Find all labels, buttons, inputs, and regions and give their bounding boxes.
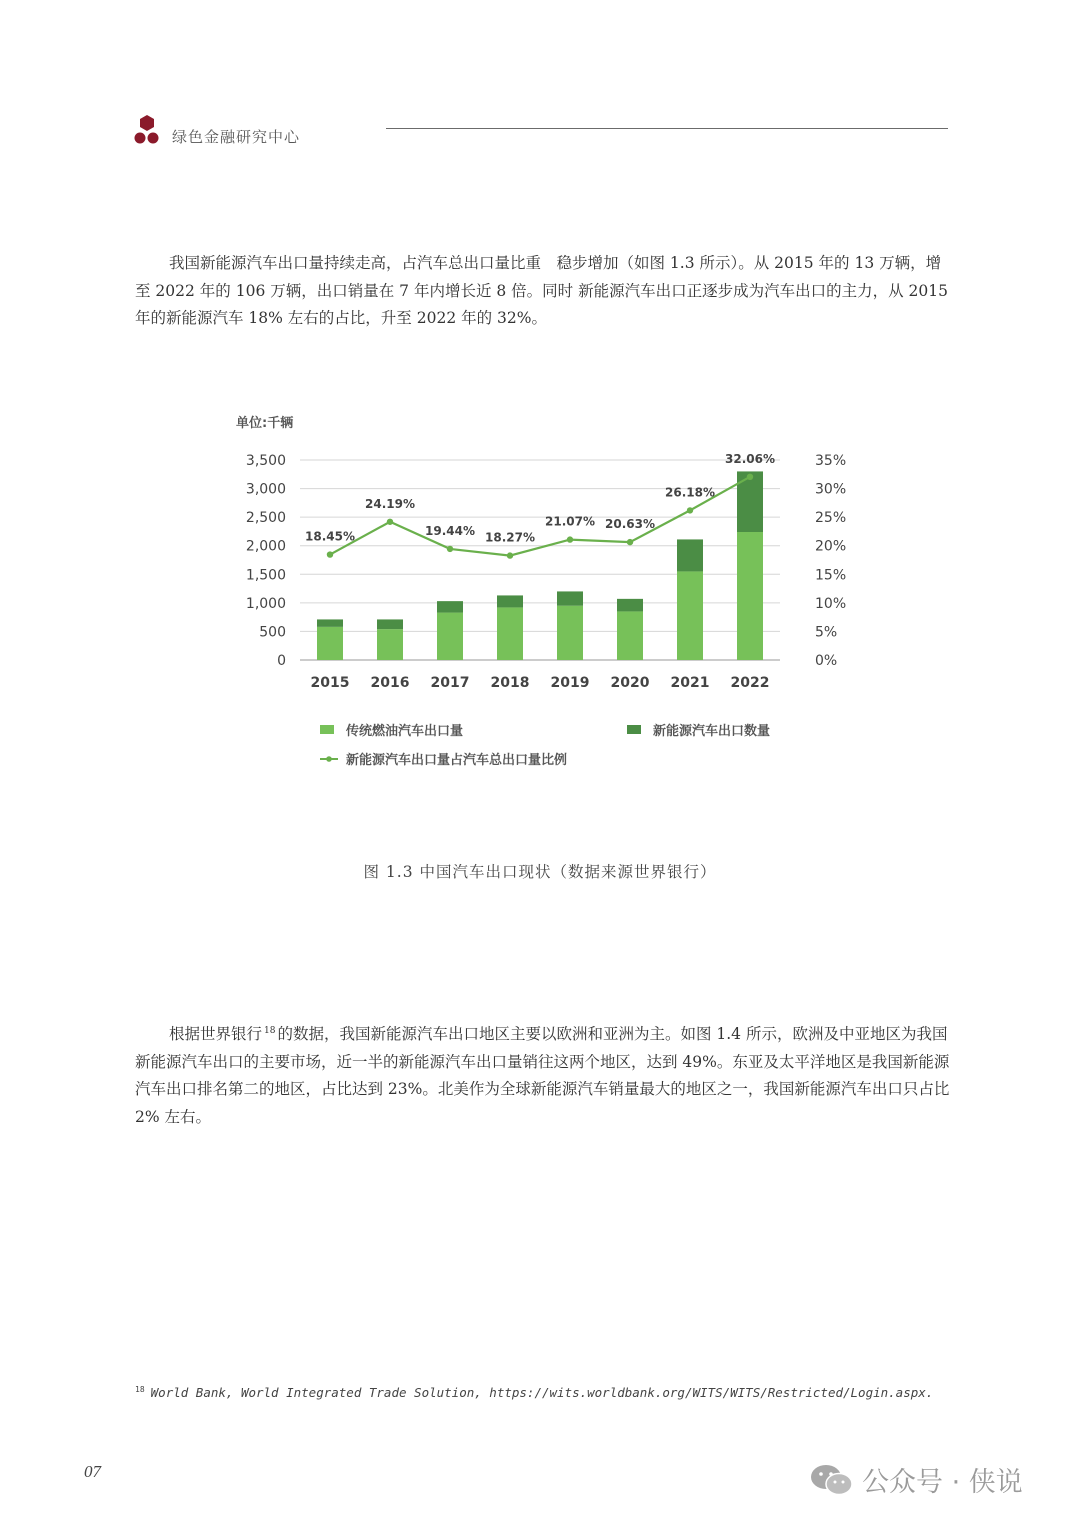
right-tick-label: 35% bbox=[815, 453, 847, 469]
legend-label-nev: 新能源汽车出口数量 bbox=[653, 724, 771, 739]
share-point bbox=[747, 474, 753, 480]
region-paragraph-text: 的数据，我国新能源汽车出口地区主要以欧洲和亚洲为主。如图 1.4 所示，欧洲及中亚地区为我国新能源汽车出口的主要市场，近一半的新能源汽车出口量销往这两个地区，达到 49%。东亚及太平洋地区是我国新能源汽车出口排名第二的地区，占比达到 23%。北美作为全球新能源汽车销量最大的地区之一，我国新能源汽车出口只占比 2% 左右。 bbox=[135, 1025, 950, 1126]
left-tick-label: 2,500 bbox=[245, 510, 286, 527]
legend-label-ice: 传统燃油汽车出口量 bbox=[346, 724, 464, 739]
right-tick-label: 0% bbox=[815, 653, 838, 669]
header-divider bbox=[386, 128, 948, 129]
share-point bbox=[627, 539, 633, 545]
right-tick-label: 5% bbox=[815, 624, 838, 641]
right-tick-label: 25% bbox=[815, 510, 847, 527]
center-logo-icon bbox=[133, 114, 161, 146]
footnote-text: World Bank, World Integrated Trade Solution, https://wits.worldbank.org/WITS/WITS/Restricted/Login.aspx. bbox=[150, 1385, 934, 1401]
right-axis bbox=[815, 453, 846, 669]
legend-line-marker bbox=[326, 756, 332, 762]
legend-swatch-ice bbox=[320, 725, 334, 734]
left-tick-label: 1,500 bbox=[245, 567, 286, 584]
bar-nev bbox=[557, 591, 583, 605]
share-point bbox=[327, 551, 333, 557]
wechat-icon bbox=[808, 1463, 856, 1497]
bar-nev bbox=[677, 539, 703, 571]
figure-caption: 图 1.3 中国汽车出口现状（数据来源世界银行） bbox=[363, 863, 717, 881]
left-tick-label: 3,500 bbox=[245, 453, 286, 469]
bar-nev bbox=[377, 619, 403, 629]
left-tick-label: 2,000 bbox=[245, 538, 286, 555]
x-tick-label: 2022 bbox=[730, 675, 770, 691]
x-tick-label: 2020 bbox=[610, 675, 650, 691]
share-data-label: 26.18% bbox=[665, 485, 715, 500]
region-paragraph-lead: 根据世界银行 bbox=[169, 1025, 263, 1043]
bar-ice bbox=[317, 627, 343, 660]
x-axis-labels bbox=[311, 675, 770, 691]
region-paragraph bbox=[135, 1021, 955, 1131]
legend-label-share: 新能源汽车出口量占汽车总出口量比例 bbox=[346, 753, 568, 768]
left-tick-label: 1,000 bbox=[245, 595, 286, 612]
share-data-label: 19.44% bbox=[425, 523, 475, 538]
footnote-number: 18 bbox=[135, 1385, 145, 1394]
intro-paragraph bbox=[135, 250, 955, 333]
export-chart bbox=[230, 405, 847, 785]
org-name: 绿色金融研究中心 bbox=[172, 128, 301, 146]
export-chart-svg bbox=[230, 405, 847, 785]
legend bbox=[320, 723, 770, 768]
unit-label: 单位:千辆 bbox=[236, 416, 294, 431]
bar-nev bbox=[497, 595, 523, 607]
bar-ice bbox=[497, 607, 523, 660]
share-data-label: 20.63% bbox=[605, 517, 655, 532]
bar-ice bbox=[617, 611, 643, 660]
left-tick-label: 500 bbox=[259, 624, 286, 641]
share-point bbox=[387, 519, 393, 525]
bar-ice bbox=[677, 571, 703, 660]
left-tick-label: 0 bbox=[277, 653, 286, 669]
bar-ice bbox=[557, 606, 583, 660]
share-data-label: 24.19% bbox=[365, 496, 415, 511]
right-tick-label: 30% bbox=[815, 481, 847, 498]
watermark-text: 公众号 · 侠说 bbox=[862, 1467, 1023, 1498]
bar-ice bbox=[737, 532, 763, 660]
watermark bbox=[808, 1460, 1023, 1499]
x-tick-label: 2015 bbox=[310, 675, 350, 691]
left-tick-label: 3,000 bbox=[245, 481, 286, 498]
bar-nev bbox=[617, 599, 643, 612]
bar-nev bbox=[317, 619, 343, 626]
share-data-label: 18.45% bbox=[305, 529, 355, 544]
bar-nev bbox=[437, 601, 463, 612]
footnote-ref: 18 bbox=[264, 1025, 276, 1036]
legend-swatch-nev bbox=[627, 725, 641, 734]
right-tick-label: 15% bbox=[815, 567, 847, 584]
right-tick-label: 10% bbox=[815, 595, 847, 612]
x-tick-label: 2017 bbox=[430, 675, 470, 691]
intro-paragraph-text: 我国新能源汽车出口量持续走高，占汽车总出口量比重 稳步增加（如图 1.3 所示）。从 2015 年的 13 万辆，增至 2022 年的 106 万辆，出口销量在 7 年内增长近 8 倍。同时 新能源汽车出口正逐步成为汽车出口的主力，从 2015 年的新能源汽车 18% 左右的占比，升至 2022 年的 32%。 bbox=[135, 254, 948, 327]
right-tick-label: 20% bbox=[815, 538, 847, 555]
share-point bbox=[507, 552, 513, 558]
x-tick-label: 2016 bbox=[370, 675, 410, 691]
bar-ice bbox=[377, 629, 403, 660]
x-tick-label: 2021 bbox=[670, 675, 710, 691]
footnote bbox=[135, 1385, 933, 1400]
left-axis bbox=[246, 453, 286, 669]
x-tick-label: 2018 bbox=[490, 675, 530, 691]
share-point bbox=[567, 536, 573, 542]
page-number: 07 bbox=[84, 1462, 101, 1481]
x-tick-label: 2019 bbox=[550, 675, 590, 691]
share-data-label: 21.07% bbox=[545, 514, 595, 529]
bar-ice bbox=[437, 613, 463, 660]
share-data-label: 18.27% bbox=[485, 530, 535, 545]
share-point bbox=[687, 507, 693, 513]
share-data-label: 32.06% bbox=[725, 451, 775, 466]
share-line bbox=[305, 452, 775, 559]
bar-nev bbox=[737, 471, 763, 532]
share-point bbox=[447, 546, 453, 552]
